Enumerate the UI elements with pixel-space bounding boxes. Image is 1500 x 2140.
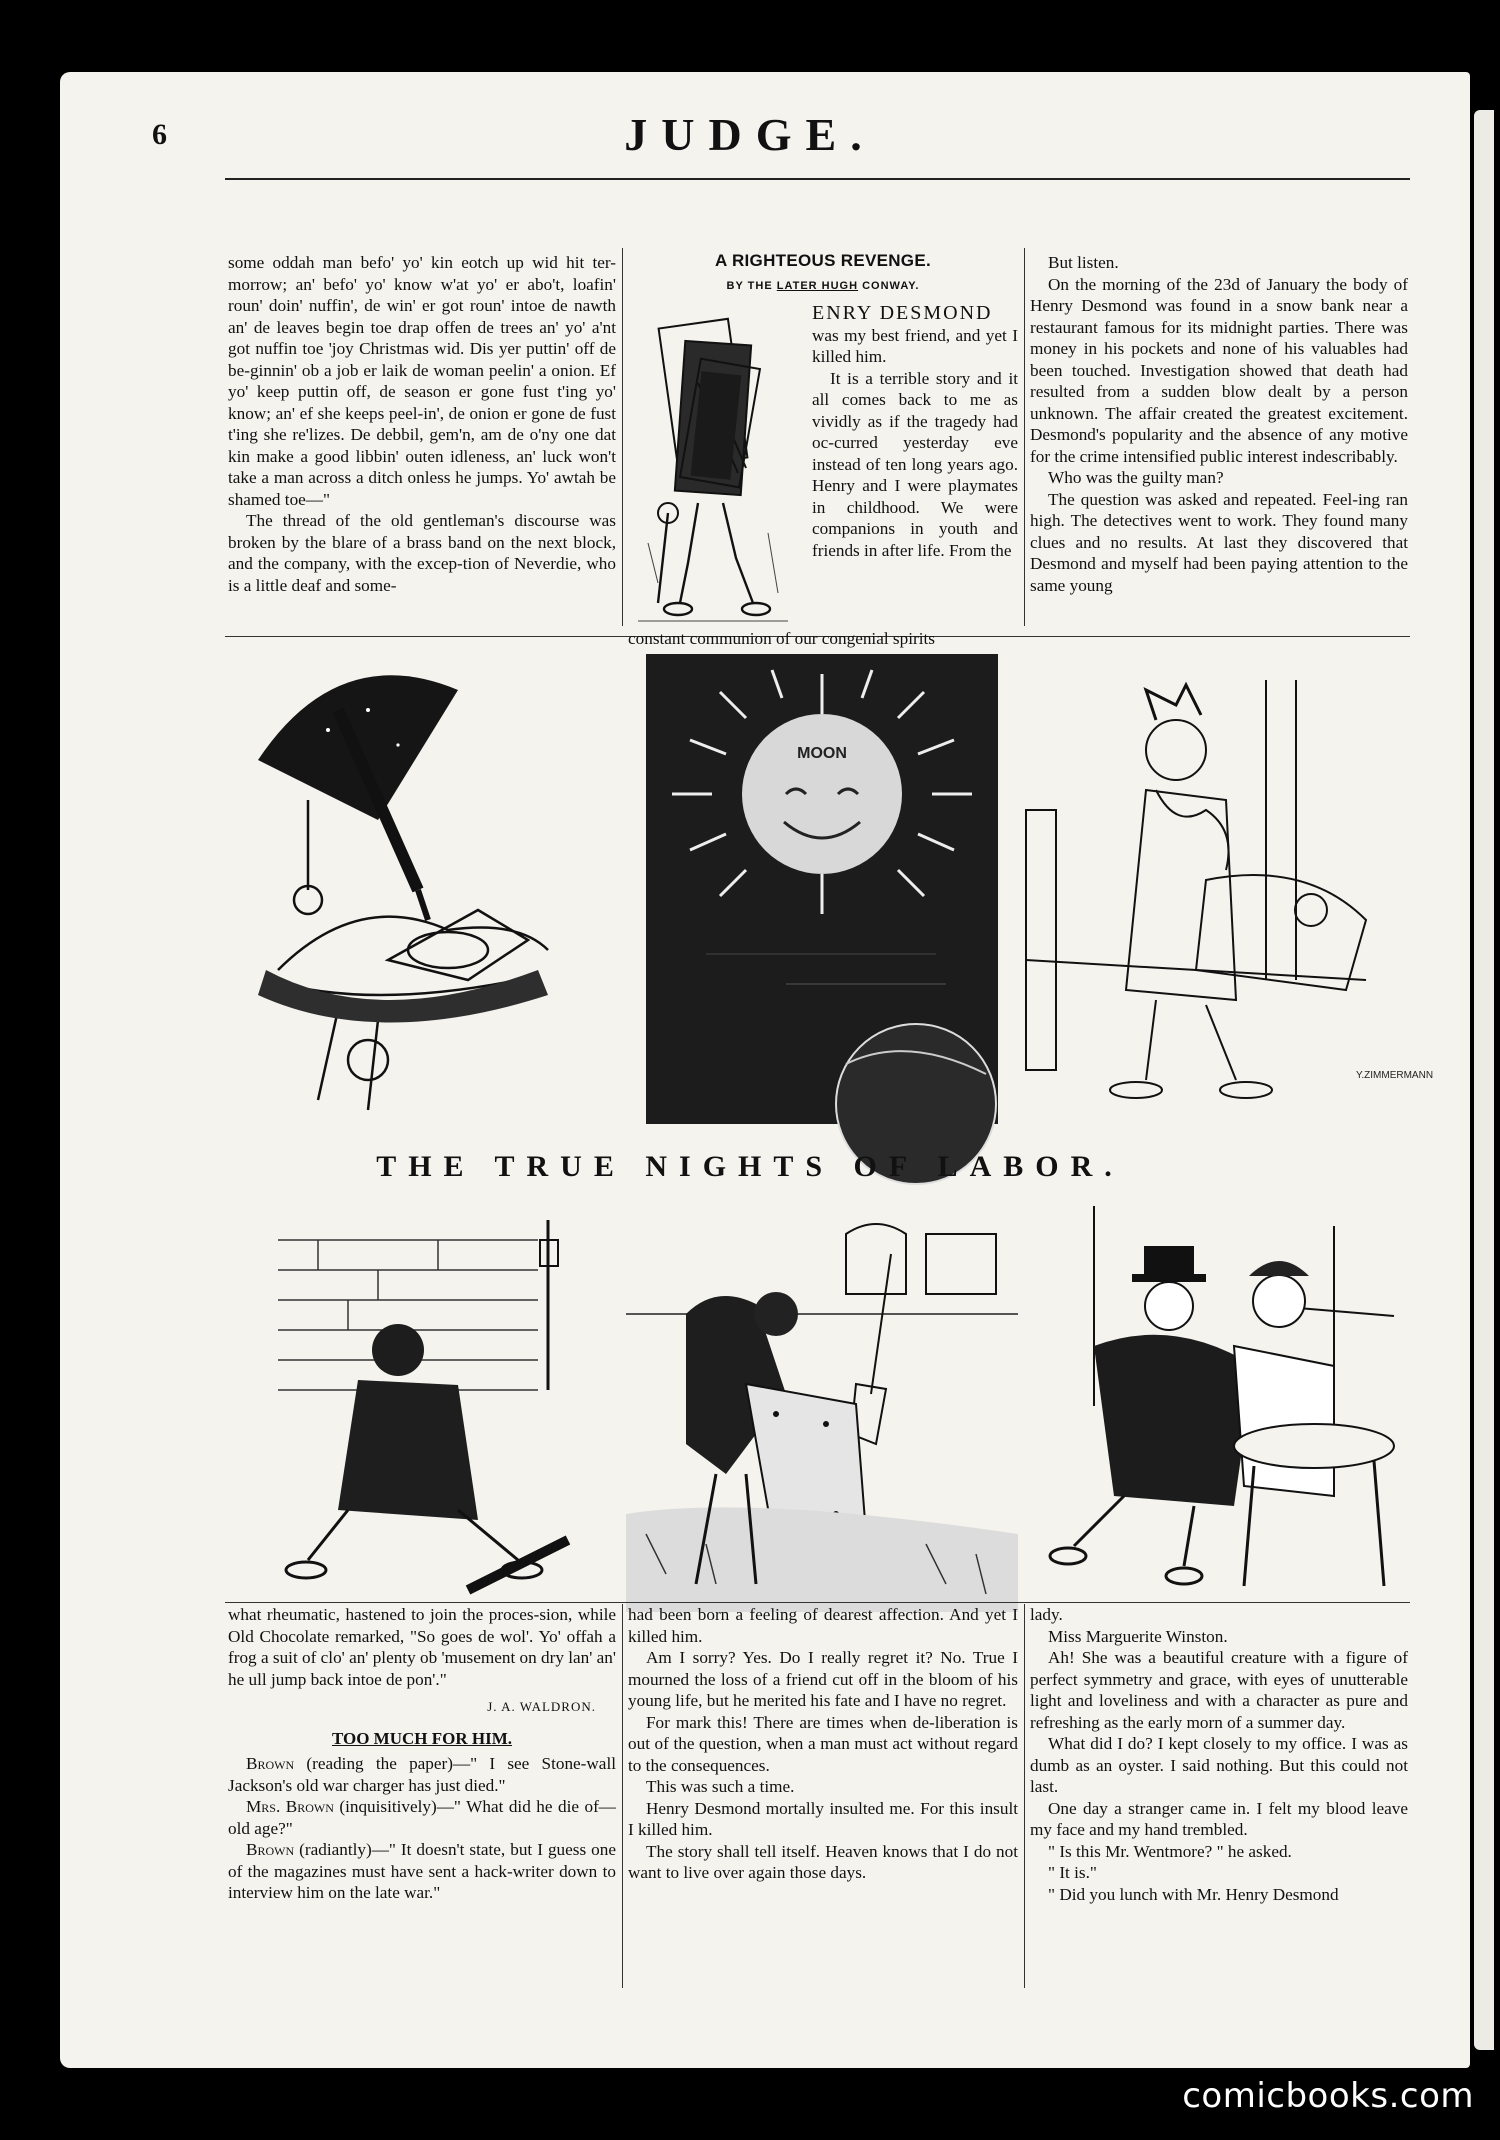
story-byline (628, 276, 1018, 298)
paragraph: " It is." (1048, 1863, 1097, 1882)
paragraph: One day a stranger came in. I felt my blood leave my face and my hand trembled. (1030, 1798, 1408, 1839)
story-column-bottom (628, 1604, 1018, 1884)
dialogue-text: (reading the paper)—" I see Stone-wall Jackson's old war charger has just died." (228, 1754, 616, 1795)
next-page-edge (1474, 110, 1494, 2050)
byline-prefix: BY THE (726, 279, 773, 292)
card-players-panel (1034, 1206, 1406, 1612)
moon-label: MOON (797, 745, 847, 762)
column-1-bottom (228, 1604, 616, 1904)
header-rule (225, 178, 1410, 180)
paragraph: " Did you lunch with Mr. Henry Desmond (1048, 1884, 1339, 1904)
cartoon-title: THE TRUE NIGHTS OF LABOR. (376, 1150, 1124, 1183)
column-divider (622, 248, 623, 626)
story-title: A RIGHTEOUS REVENGE. (714, 251, 931, 270)
section-rule (225, 1602, 1410, 1603)
artist-signature: Y.ZIMMERMANN (1356, 1070, 1434, 1081)
paragraph: On the morning of the 23d of January the body of Henry Desmond was found in a snow bank near a restaurant famous for its midnight parties. There was money in his pockets and none of his valuables had been touched. Investigation showed that death had resulted from a sudden blow dealt by a person unknown. The affair created the greatest excitement. Desmond's popularity and the absence of any motive for the crime intensified public interest indescribably. (1030, 274, 1408, 466)
speaker: Brown (246, 1840, 295, 1859)
watchman-panel (278, 1210, 608, 1610)
speaker: Mrs. Brown (246, 1797, 334, 1816)
paragraph: some oddah man befo' yo' kin eotch up wid hit ter-morrow; an' befo' yo' know w'at yo' er abo't, loafin' roun' doin' nuffin', de win' er got roun' intoe de nawth an' de leaves begin toe drap offen de trees an' yo' a'nt got nuffin toe 'joy Christmas wid. Dis yer puttin' off de be-ginnin' ob a job er laik de woman peelin' a onion. Ef yo' keep puttin off, de season er gone fust t'ing yo' know; an' ef she keeps peel-in', de onion er gone de fust t'ing she re'lizes. De debbil, gem'n, am de o'ny one dat kin make a good libbin' outen idleness, an' luck won't take a man across a ditch onless he jumps. Yo' awtah be shamed toe—" (228, 253, 616, 509)
paragraph: Henry Desmond mortally insulted me. For this insult I killed him. (628, 1798, 1018, 1839)
watermark: comicbooks.com (1182, 2076, 1474, 2116)
paragraph: Miss Marguerite Winston. (1048, 1626, 1228, 1646)
paragraph: Who was the guilty man? (1048, 468, 1224, 487)
column-divider (1024, 1604, 1025, 1988)
dialogue-text: (radiantly)—" It doesn't state, but I guess one of the magazines must have sent a hack-writer down to interview him on the late war." (228, 1840, 616, 1902)
paragraph: What did I do? I kept closely to my office. I was as dumb as an oyster. I said nothing. But this could not last. (1030, 1734, 1408, 1796)
paragraph: The story shall tell itself. Heaven knows that I do not want to live over again those days. (628, 1841, 1018, 1882)
paragraph: lady. (1030, 1605, 1063, 1624)
porter-illustration (628, 303, 804, 628)
paragraph: Am I sorry? Yes. Do I really regret it? No. True I mourned the loss of a friend cut off in the bloom of his young life, but he merited his fate and I have no regret. (628, 1648, 1018, 1710)
dialogue-line (228, 1796, 616, 1839)
dialogue-line (228, 1839, 616, 1904)
paragraph: But listen. (1048, 253, 1119, 272)
byline-name: LATER HUGH (776, 279, 859, 292)
astronomer-panel (218, 650, 610, 1120)
moon-panel (646, 654, 998, 1124)
column-1-top (228, 252, 616, 596)
father-with-baby-panel (1006, 660, 1434, 1120)
paragraph: The question was asked and repeated. Feel-ing ran high. The detectives went to work. They found many clues and no results. At last they discovered that Desmond and myself had been paying attention to the same young (1030, 489, 1408, 595)
paragraph: It is a terrible story and it all comes back to me as vividly as if the tragedy had oc-curred yesterday eve instead of ten long years ago. Henry and I were playmates in childhood. We were companions in youth and friends in after life. From the (812, 368, 1018, 560)
paragraph: was my best friend, and yet I killed him. (812, 325, 1018, 366)
paragraph: Ah! She was a beautiful creature with a figure of perfect symmetry and grace, with eyes of unutterable light and loveliness and with a character as pure and refreshing as the early morn of a summer day. (1030, 1648, 1408, 1732)
story-opening: ENRY DESMOND (812, 302, 993, 324)
grave-digger-panel (626, 1214, 1018, 1612)
speaker: Brown (246, 1754, 295, 1773)
story-column-top (628, 250, 1018, 650)
paragraph: For mark this! There are times when de-liberation is out of the question, when a man must act without regard to the consequences. (628, 1712, 1018, 1775)
paragraph: constant communion of our congenial spirits (628, 629, 935, 648)
column-divider (622, 1604, 623, 1988)
column-3-bottom (1030, 1604, 1408, 1905)
paragraph: The thread of the old gentleman's discourse was broken by the blare of a brass band on the next block, and the company, with the excep-tion of Neverdie, who is a little deaf and some- (228, 511, 616, 595)
byline-suffix: CONWAY. (862, 279, 920, 292)
dialogue-text: (inquisitively)—" What did he die of—old age?" (228, 1797, 616, 1838)
paragraph: This was such a time. (646, 1777, 795, 1796)
paragraph: what rheumatic, hastened to join the proces-sion, while Old Chocolate remarked, "So goes de wol'. Yo' offah a frog a suit of clo' an' plenty ob 'musement on dry lan' an' he ull jump back intoe de pon'." (228, 1605, 616, 1689)
paragraph: had been born a feeling of dearest affection. And yet I killed him. (628, 1605, 1018, 1646)
author-signature: J. A. WALDRON. (487, 1699, 596, 1714)
column-divider (1024, 248, 1025, 626)
paragraph: " Is this Mr. Wentmore? " he asked. (1048, 1841, 1292, 1861)
article-subhead: TOO MUCH FOR HIM. (331, 1728, 513, 1748)
page-number: 6 (152, 118, 167, 151)
dialogue-line (228, 1753, 616, 1796)
masthead: JUDGE. (624, 109, 876, 160)
column-3-top (1030, 252, 1408, 596)
